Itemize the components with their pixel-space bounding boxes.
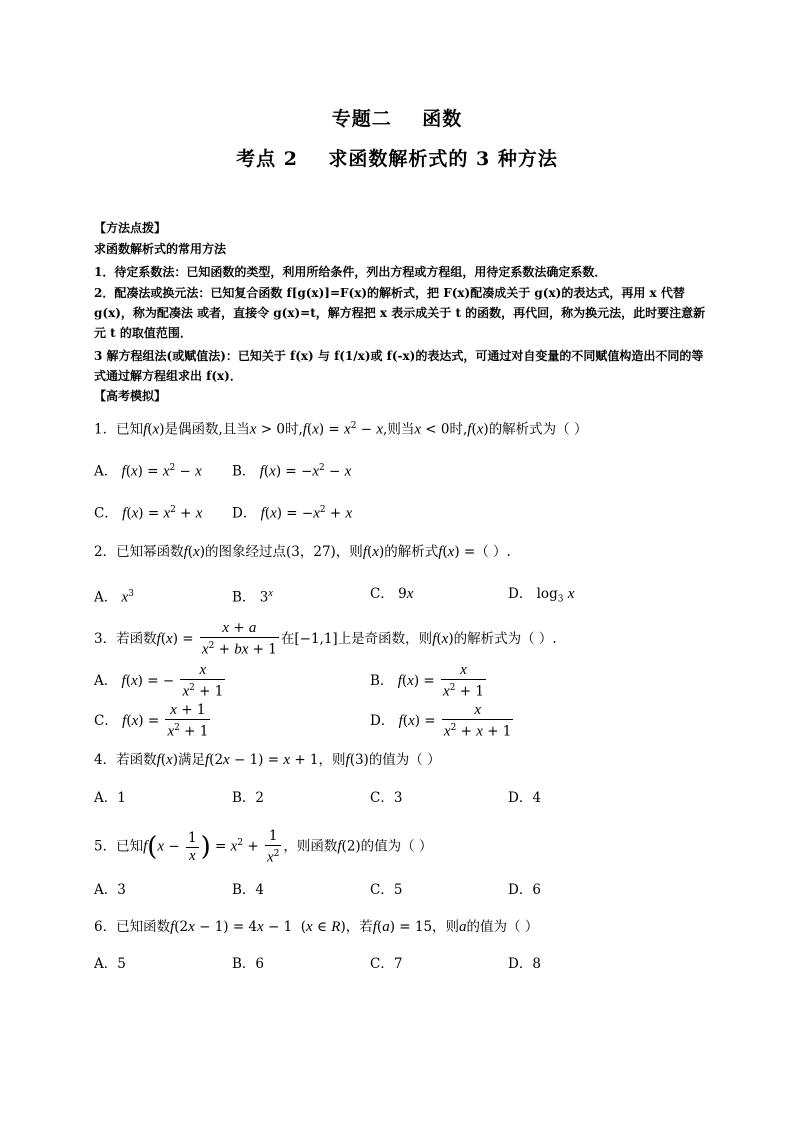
q3-option-a: A． f(x) = − $\frac{x}{x^2 + 1}$ (94, 662, 224, 700)
q3-option-c: C． f(x) = $\frac{x + 1}{x^2 + 1}$ (94, 702, 209, 740)
q4-option-c: C．3 (370, 790, 403, 806)
q5-option-a: A．3 (94, 882, 126, 898)
method-item-3: 3 解方程组法(或赋值法)：已知关于 f(x) 与 f(1/x)或 f(-x)的表达式，可通过对自变量的不同赋值构造出不同的等式通过解方程组求出 f(x)． (94, 349, 704, 383)
question-3: 3．若函数f(x) = $\frac{x + a}{x^2 + bx + 1}$ 在[−1,1]上是奇函数，则f(x)的解析式为（ ）. (94, 620, 557, 658)
method-intro: 求函数解析式的常用方法 (94, 242, 227, 256)
question-2: 2．已知幂函数f(x)的图象经过点(3，27)，则f(x)的解析式f(x) =（ ）. (94, 544, 511, 560)
q2-option-d: D． $\log_3 x$ (508, 586, 575, 605)
q3-option-d: D． f(x) = $\frac{x}{x^2 + x + 1}$ (370, 702, 512, 740)
q1-option-b: B． $f(x) = -x^2 - x$ (232, 463, 352, 480)
q6-option-c: C．7 (370, 956, 403, 972)
q2-option-a: A． $x^3$ (94, 589, 134, 606)
method-item-2: 2．配凑法或换元法：已知复合函数 f[g(x)]=F(x)的解析式，把 F(x)配凑成关于 g(x)的表达式，再用 x 代替 g(x)，称为配凑法 或者，直接令 g(x)=t，解方程把 x 表示成关于 t 的函数，再代回，称为换元法，此时要注意新元 t 的取值范围． (94, 286, 706, 340)
q6-option-d: D．8 (508, 956, 541, 972)
q5-option-b: B．4 (232, 882, 265, 898)
q2-option-c: C． 9x (370, 586, 414, 602)
q6-option-a: A．5 (94, 956, 126, 972)
exam-heading: 【高考模拟】 (94, 389, 167, 403)
page-subtitle: 考点 2 求函数解析式的 3 种方法 (236, 148, 558, 170)
q4-option-d: D．4 (508, 790, 541, 806)
q1-option-c: C． $f(x) = x^2 + x$ (94, 505, 203, 522)
q6-option-b: B．6 (232, 956, 265, 972)
q2-option-b: B． 3$^x$ (232, 588, 273, 606)
question-1: 1．已知f(x)是偶函数,且当x > 0时$,f(x) = x^2 - x$,则当x < 0时,f(x)的解析式为（ ） (94, 421, 588, 438)
method-item-1: 1．待定系数法：已知函数的类型，利用所给条件，列出方程或方程组，用待定系数法确定系数． (94, 265, 607, 279)
page-title: 专题二 函数 (331, 108, 463, 130)
q4-option-b: B．2 (232, 790, 265, 806)
question-4: 4．若函数f(x)满足f(2x − 1) = x + 1，则f(3)的值为（ ） (94, 752, 441, 768)
q1-option-d: D． $f(x) = -x^2 + x$ (232, 505, 353, 522)
q5-option-d: D．6 (508, 882, 541, 898)
method-heading: 【方法点拨】 (94, 221, 167, 235)
q1-option-a: A． $f(x) = x^2 - x$ (94, 463, 202, 480)
question-5: 5．已知f(x − $\frac{1}{x}$ ) = $x^2$ + $\frac{1}{x^2}$ ，则函数f(2)的值为（ ） (94, 827, 433, 866)
q5-option-c: C．5 (370, 882, 403, 898)
q4-option-a: A．1 (94, 790, 126, 806)
q3-option-b: B． f(x) = $\frac{x}{x^2 + 1}$ (370, 662, 484, 700)
question-6: 6．已知函数f(2x − 1) = 4x − 1 (x ∈ R)，若f(a) = 15，则a的值为（ ） (94, 919, 539, 935)
